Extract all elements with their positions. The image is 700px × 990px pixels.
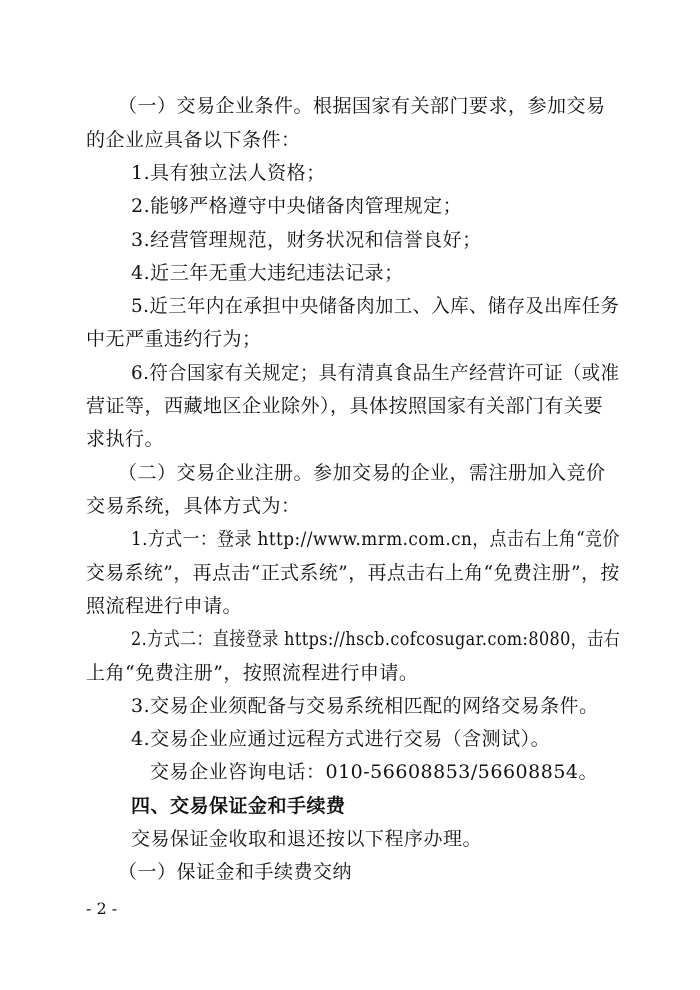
page-number: - 2 -	[86, 899, 118, 918]
condition-2: 2.能够严格遵守中央储备肉管理规定；	[131, 195, 463, 217]
condition-6: 6.符合国家有关规定；具有清真食品生产经营许可证（或准	[131, 362, 620, 384]
method-1-cont-2: 照流程进行申请。	[86, 595, 243, 617]
method-2: 2.方式二：直接登录 https://hscb.cofcosugar.com:8080，击右	[131, 628, 621, 650]
condition-5: 5.近三年内在承担中央储备肉加工、入库、储存及出库任务	[131, 295, 620, 317]
item-4: 4.交易企业应通过远程方式进行交易（含测试）。	[131, 728, 551, 750]
section4-heading: 四、交易保证金和手续费	[131, 795, 346, 817]
method-1: 1.方式一：登录 http://www.mrm.com.cn，点击右上角“竞价	[131, 528, 620, 550]
hotline: 交易企业咨询电话：010-56608853/56608854。	[150, 761, 599, 783]
condition-3: 3.经营管理规范，财务状况和信誉良好；	[131, 229, 482, 251]
section1-intro-cont: 的企业应具备以下条件：	[86, 129, 301, 151]
condition-6-cont-2: 求执行。	[86, 428, 165, 450]
section2-intro: （二）交易企业注册。参加交易的企业，需注册加入竞价	[118, 462, 606, 484]
section1-intro: （一）交易企业条件。根据国家有关部门要求，参加交易	[118, 95, 606, 117]
condition-6-cont-1: 营证等，西藏地区企业除外），具体按照国家有关部门有关要	[86, 395, 604, 417]
condition-1: 1.具有独立法人资格；	[131, 162, 326, 184]
section2-intro-cont: 交易系统，具体方式为：	[86, 495, 301, 517]
condition-5-cont: 中无严重违约行为；	[86, 328, 262, 350]
method-2-cont: 上角“免费注册”，按照流程进行申请。	[86, 662, 419, 684]
condition-4: 4.近三年无重大违纪违法记录；	[131, 262, 404, 284]
deposit-intro: 交易保证金收取和退还按以下程序办理。	[131, 828, 483, 850]
method-1-cont-1: 交易系统”，再点击“正式系统”，再点击右上角“免费注册”，按	[86, 562, 620, 584]
item-3: 3.交易企业须配备与交易系统相匹配的网络交易条件。	[131, 695, 599, 717]
subsection-1: （一）保证金和手续费交纳	[118, 861, 353, 883]
